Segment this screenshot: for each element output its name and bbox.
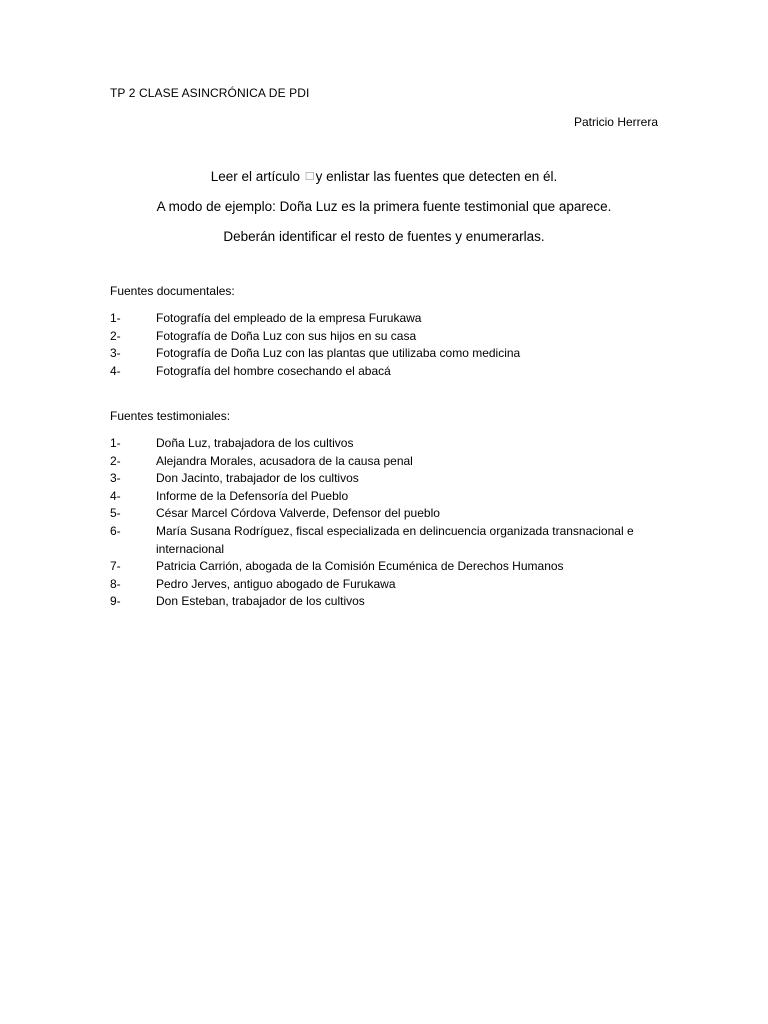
documentary-sources-section [110, 283, 670, 380]
instruction-line-1-end: y enlistar las fuentes que detecten en él. [315, 169, 558, 184]
list-item-text: Don Esteban, trabajador de los cultivos [156, 594, 365, 609]
instructions-block [110, 167, 658, 257]
list-item-text: Doña Luz, trabajadora de los cultivos [156, 436, 354, 450]
instruction-line-1-start: Leer el artículo [210, 169, 304, 184]
list-item [110, 345, 670, 363]
list-item [110, 470, 670, 488]
list-item [110, 310, 670, 328]
list-item [110, 328, 670, 346]
list-item-text: Patricia Carrión, abogada de la Comisión Ecuménica de Derechos Humanos [156, 559, 564, 574]
instruction-line-2: A modo de ejemplo: Doña Luz es la primera fuente testimonial que aparece. [156, 199, 612, 214]
list-item-number: 8- [110, 576, 121, 591]
instruction-line-1 [110, 167, 658, 197]
author-name: Patricio Herrera [573, 115, 658, 129]
list-item-text: Pedro Jerves, antiguo abogado de Furukawa [156, 576, 396, 591]
list-item-number: 2- [110, 328, 121, 343]
list-item-text: Fotografía de Doña Luz con sus hijos en su casa [156, 328, 417, 343]
list-item [110, 488, 670, 506]
list-item-number: 7- [110, 559, 121, 574]
list-item-text: Don Jacinto, trabajador de los cultivos [156, 471, 359, 486]
testimonial-sources-section [110, 408, 670, 611]
list-item-text: Informe de la Defensoría del Pueblo [156, 488, 349, 503]
missing-glyph-icon: ☐ [304, 171, 315, 183]
list-item-number: 9- [110, 594, 121, 609]
list-item-text: Alejandra Morales, acusadora de la causa penal [156, 453, 413, 468]
documentary-sources-heading: Fuentes documentales: [110, 284, 235, 298]
list-item-number: 1- [110, 436, 121, 450]
list-item-number: 3- [110, 346, 121, 361]
list-item-number: 6- [110, 523, 121, 538]
list-item [110, 576, 670, 594]
document-title: TP 2 CLASE ASINCRÓNICA DE PDI [110, 86, 310, 100]
list-item-number: 2- [110, 453, 121, 468]
list-item-number: 4- [110, 488, 121, 503]
list-item-text: Fotografía de Doña Luz con las plantas que utilizaba como medicina [156, 346, 521, 361]
list-item-number: 5- [110, 506, 121, 521]
list-item [110, 505, 670, 523]
list-item [110, 558, 670, 576]
list-item-number: 3- [110, 471, 121, 486]
instruction-line-3: Deberán identificar el resto de fuentes y enumerarlas. [223, 229, 545, 244]
list-item [110, 453, 670, 471]
list-item-text: César Marcel Córdova Valverde, Defensor del pueblo [156, 506, 440, 521]
list-item [110, 523, 670, 558]
list-item-number: 1- [110, 311, 121, 325]
list-item [110, 593, 670, 611]
list-item-text: Fotografía del empleado de la empresa Furukawa [156, 311, 422, 325]
list-item [110, 363, 670, 381]
list-item-text: María Susana Rodríguez, fiscal especializada en delincuencia organizada transnacional e internacional [156, 523, 634, 556]
list-item [110, 435, 670, 453]
testimonial-sources-list [110, 435, 670, 611]
list-item-text: Fotografía del hombre cosechando el abacá [156, 363, 391, 378]
testimonial-sources-heading: Fuentes testimoniales: [110, 409, 231, 423]
documentary-sources-list [110, 310, 670, 380]
list-item-number: 4- [110, 363, 121, 378]
